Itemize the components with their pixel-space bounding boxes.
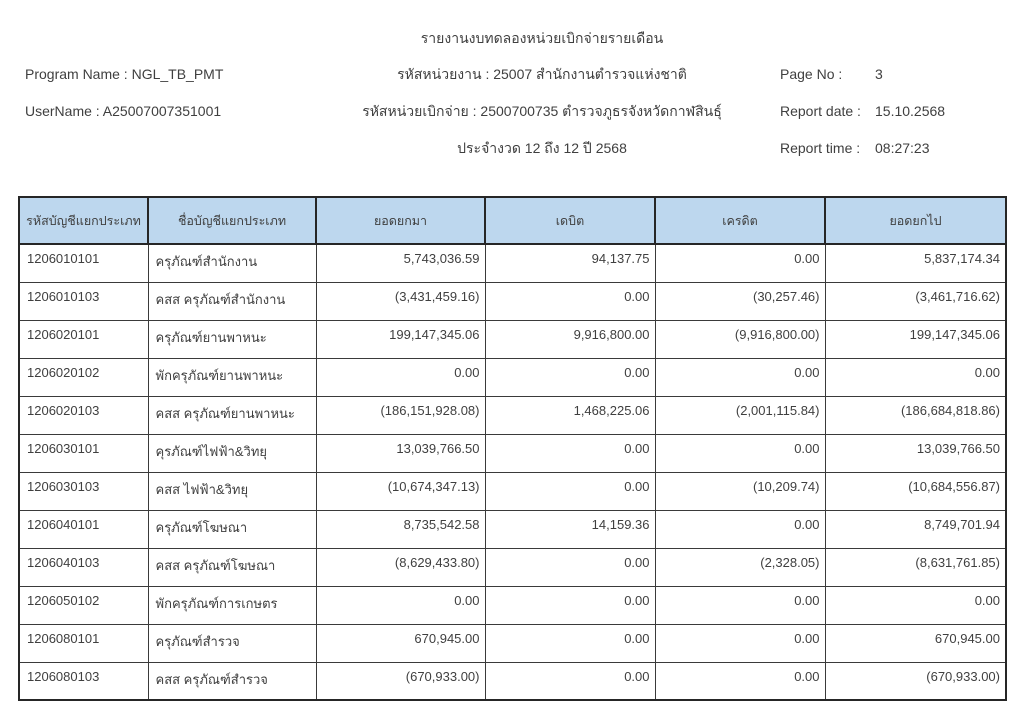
debit-cell: 0.00 — [485, 358, 655, 396]
account-code-cell: 1206030103 — [19, 472, 148, 510]
table-header-row — [19, 197, 1006, 244]
program-name: Program Name : NGL_TB_PMT — [25, 66, 224, 82]
closing-balance-cell: 0.00 — [825, 358, 1006, 396]
debit-cell: 1,468,225.06 — [485, 396, 655, 434]
table-row — [19, 662, 1006, 700]
credit-cell: (10,209.74) — [655, 472, 825, 510]
closing-balance-cell: 199,147,345.06 — [825, 320, 1006, 358]
closing-balance-cell: 8,749,701.94 — [825, 510, 1006, 548]
col-header-debit: เดบิต — [485, 197, 655, 244]
account-code-cell: 1206020103 — [19, 396, 148, 434]
opening-balance-cell: 13,039,766.50 — [316, 434, 485, 472]
user-name: UserName : A25007007351001 — [25, 103, 222, 119]
opening-balance-cell: 199,147,345.06 — [316, 320, 485, 358]
opening-balance-cell: 5,743,036.59 — [316, 244, 485, 282]
credit-cell: 0.00 — [655, 434, 825, 472]
col-header-account-name: ชื่อบัญชีแยกประเภท — [148, 197, 316, 244]
closing-balance-cell: (10,684,556.87) — [825, 472, 1006, 510]
col-header-credit: เครดิต — [655, 197, 825, 244]
credit-cell: 0.00 — [655, 358, 825, 396]
opening-balance-cell: (8,629,433.80) — [316, 548, 485, 586]
account-name-cell: คสส ครุภัณฑ์สำรวจ — [148, 662, 316, 700]
table-row — [19, 320, 1006, 358]
account-name-cell: ครุภัณฑ์สำรวจ — [148, 624, 316, 662]
opening-balance-cell: (10,674,347.13) — [316, 472, 485, 510]
col-header-opening-balance: ยอดยกมา — [316, 197, 485, 244]
account-name-cell: คุรภัณฑ์ไฟฟ้า&วิทยุ — [148, 434, 316, 472]
closing-balance-cell: (8,631,761.85) — [825, 548, 1006, 586]
debit-cell: 0.00 — [485, 282, 655, 320]
report-date-label: Report date : — [780, 103, 861, 119]
table-row — [19, 472, 1006, 510]
credit-cell: 0.00 — [655, 244, 825, 282]
debit-cell: 94,137.75 — [485, 244, 655, 282]
page-no-value: 3 — [875, 66, 883, 82]
credit-cell: 0.00 — [655, 662, 825, 700]
account-name-cell: ครุภัณฑ์โฆษณา — [148, 510, 316, 548]
opening-balance-cell: (186,151,928.08) — [316, 396, 485, 434]
account-code-cell: 1206040101 — [19, 510, 148, 548]
debit-cell: 0.00 — [485, 548, 655, 586]
debit-cell: 0.00 — [485, 434, 655, 472]
account-name-cell: คสส ครุภัณฑ์ยานพาหนะ — [148, 396, 316, 434]
report-time-label: Report time : — [780, 140, 861, 156]
credit-cell: 0.00 — [655, 586, 825, 624]
table-row — [19, 396, 1006, 434]
closing-balance-cell: (3,461,716.62) — [825, 282, 1006, 320]
table-row — [19, 244, 1006, 282]
credit-cell: 0.00 — [655, 510, 825, 548]
debit-cell: 0.00 — [485, 662, 655, 700]
disbursement-unit-code: รหัสหน่วยเบิกจ่าย : 2500700735 ตำรวจภูธรจังหวัดกาฬสินธุ์ — [362, 103, 722, 119]
account-code-cell: 1206050102 — [19, 586, 148, 624]
table-body — [19, 244, 1006, 700]
account-code-cell: 1206020102 — [19, 358, 148, 396]
debit-cell: 0.00 — [485, 586, 655, 624]
debit-cell: 0.00 — [485, 624, 655, 662]
page-title: รายงานงบทดลองหน่วยเบิกจ่ายรายเดือน — [420, 30, 664, 46]
page-no-label: Page No : — [780, 66, 843, 82]
opening-balance-cell: (3,431,459.16) — [316, 282, 485, 320]
account-name-cell: ครุภัณฑ์สำนักงาน — [148, 244, 316, 282]
account-code-cell: 1206010103 — [19, 282, 148, 320]
agency-code: รหัสหน่วยงาน : 25007 สำนักงานตำรวจแห่งชาติ — [397, 66, 687, 82]
account-code-cell: 1206040103 — [19, 548, 148, 586]
credit-cell: 0.00 — [655, 624, 825, 662]
credit-cell: (2,001,115.84) — [655, 396, 825, 434]
col-header-closing-balance: ยอดยกไป — [825, 197, 1006, 244]
debit-cell: 9,916,800.00 — [485, 320, 655, 358]
report-date-value: 15.10.2568 — [875, 103, 946, 119]
table-row — [19, 624, 1006, 662]
table-row — [19, 586, 1006, 624]
credit-cell: (30,257.46) — [655, 282, 825, 320]
closing-balance-cell: (670,933.00) — [825, 662, 1006, 700]
account-code-cell: 1206010101 — [19, 244, 148, 282]
account-code-cell: 1206020101 — [19, 320, 148, 358]
closing-balance-cell: 670,945.00 — [825, 624, 1006, 662]
trial-balance-table — [18, 196, 1007, 701]
account-name-cell: คสส ครุภัณฑ์โฆษณา — [148, 548, 316, 586]
table-row — [19, 358, 1006, 396]
closing-balance-cell: 5,837,174.34 — [825, 244, 1006, 282]
closing-balance-cell: (186,684,818.86) — [825, 396, 1006, 434]
table-row — [19, 548, 1006, 586]
account-name-cell: ครุภัณฑ์ยานพาหนะ — [148, 320, 316, 358]
col-header-account-code: รหัสบัญชีแยกประเภท — [19, 197, 148, 244]
account-name-cell: พักครุภัณฑ์ยานพาหนะ — [148, 358, 316, 396]
opening-balance-cell: 0.00 — [316, 586, 485, 624]
credit-cell: (9,916,800.00) — [655, 320, 825, 358]
debit-cell: 0.00 — [485, 472, 655, 510]
opening-balance-cell: (670,933.00) — [316, 662, 485, 700]
debit-cell: 14,159.36 — [485, 510, 655, 548]
credit-cell: (2,328.05) — [655, 548, 825, 586]
report-time-value: 08:27:23 — [875, 140, 930, 156]
account-code-cell: 1206080101 — [19, 624, 148, 662]
opening-balance-cell: 8,735,542.58 — [316, 510, 485, 548]
opening-balance-cell: 0.00 — [316, 358, 485, 396]
account-name-cell: พักครุภัณฑ์การเกษตร — [148, 586, 316, 624]
account-name-cell: คสส ไฟฟ้า&วิทยุ — [148, 472, 316, 510]
account-code-cell: 1206080103 — [19, 662, 148, 700]
closing-balance-cell: 0.00 — [825, 586, 1006, 624]
account-name-cell: คสส ครุภัณฑ์สำนักงาน — [148, 282, 316, 320]
table-row — [19, 282, 1006, 320]
report-period: ประจำงวด 12 ถึง 12 ปี 2568 — [457, 140, 627, 156]
table-row — [19, 510, 1006, 548]
closing-balance-cell: 13,039,766.50 — [825, 434, 1006, 472]
account-code-cell: 1206030101 — [19, 434, 148, 472]
opening-balance-cell: 670,945.00 — [316, 624, 485, 662]
table-row — [19, 434, 1006, 472]
